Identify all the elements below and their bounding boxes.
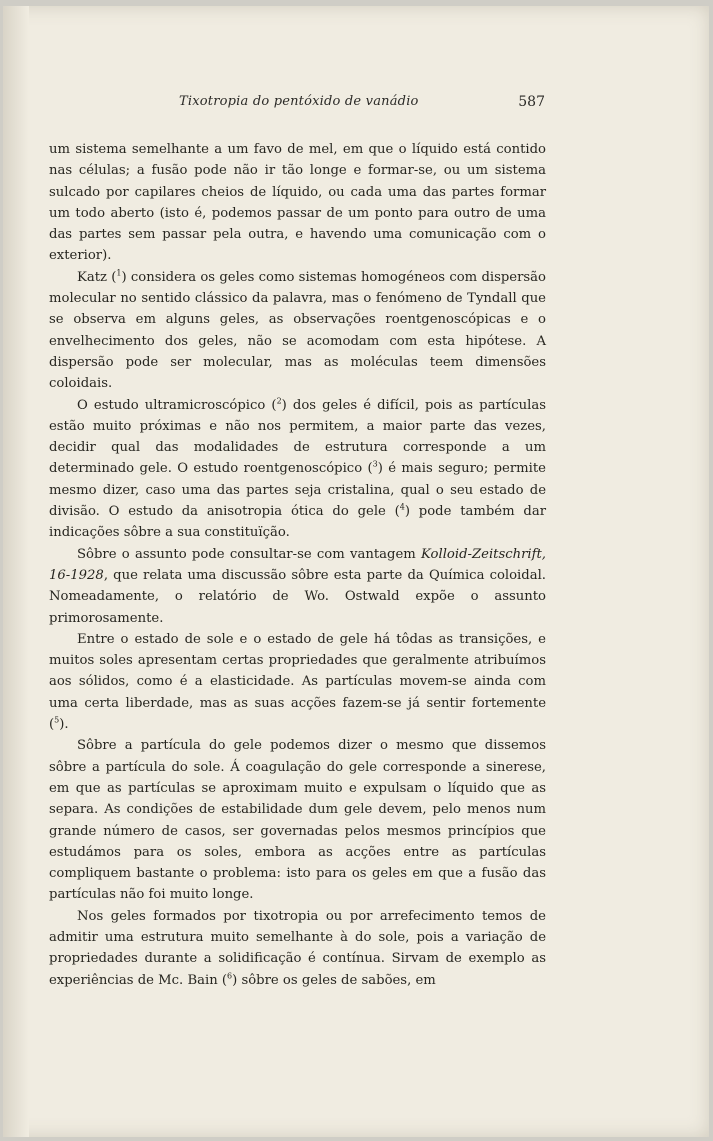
paragraph-text: Sôbre o assunto pode consultar-se com vantagem — [77, 546, 422, 562]
footnote-ref: 1 — [116, 268, 122, 278]
running-header — [45, 90, 545, 114]
emphasis-text: Kolloid-Zeitschrift, 16-1928 — [49, 546, 546, 583]
paragraph — [49, 629, 546, 735]
paragraph — [49, 735, 546, 905]
paragraph-text: Sôbre a partícula do gele podemos dizer o mesmo que dissemos sôbre a partícula do sole. Á coagulação do gele corresponde a sinerese, em que as partículas se aproximam muito e expulsam o líquido que as separa. As condições de estabilidade dum gele devem, pelo menos num grande número de casos, ser governadas pelos mesmos princípios que estudámos para os soles, embora as acções entre as partículas compliquem bastante o problema: isto para os geles em que a fusão das partículas não foi muito longe. — [49, 738, 546, 903]
footnote-ref: 5 — [54, 715, 60, 725]
page-number: 587 — [518, 94, 545, 110]
paragraph — [49, 395, 546, 544]
paragraph-text: ) dos geles é difícil, pois as partículas estão muito próximas e não nos permitem, a maior parte das vezes, decidir qual das modalidades de estrutura corresponde a um determinado gele. O estudo roentgenoscópico ( — [49, 397, 546, 477]
paragraph — [49, 267, 546, 395]
book-page — [3, 6, 709, 1137]
body-text — [49, 139, 546, 991]
footnote-ref: 6 — [227, 971, 233, 981]
paragraph-text: , que relata uma discussão sôbre esta parte da Química coloidal. Nomeadamente, o relatório de Wo. Ostwald expõe o assunto primorosamente. — [49, 567, 546, 626]
paragraph — [49, 906, 546, 991]
footnote-ref: 4 — [399, 502, 405, 512]
page-gutter-shadow — [3, 6, 29, 1137]
paragraph — [49, 544, 546, 629]
paragraph-text: ) considera os geles como sistemas homogéneos com dispersão molecular no sentido clássico da palavra, mas o fenómeno de Tyndall que se observa em alguns geles, as observações roentgenoscópicas e o envelhecimento dos geles, não se acomodam com esta hipótese. A dispersão pode ser molecular, mas as moléculas teem dimensões coloidais. — [49, 269, 546, 392]
paragraph-text: ) pode também dar indicações sôbre a sua constituïção. — [49, 504, 547, 541]
paragraph-text: um sistema semelhante a um favo de mel, em que o líquido está contido nas células; a fusão pode não ir tão longe e formar-se, ou um sistema sulcado por capilares cheios de líquido, ou cada uma das partes formar um todo aberto (isto é, podemos passar de um ponto para outro de uma das partes sem passar pela outra, e havendo uma comunicação com o exterior). — [49, 142, 546, 264]
paragraph — [49, 139, 546, 267]
running-title: Tixotropia do pentóxido de vanádio — [179, 94, 419, 109]
paragraph-text: Entre o estado de sole e o estado de gele há tôdas as transições, e muitos soles apresentam certas propriedades que geralmente atribuímos aos sólidos, como é a elasticidade. As partículas movem-se ainda com uma certa liberdade, mas as suas acções fazem-se já sentir fortemente ( — [49, 631, 546, 733]
footnote-ref: 2 — [276, 396, 282, 406]
paragraph-text: ). — [59, 717, 69, 733]
paragraph-text: Katz ( — [77, 269, 117, 285]
footnote-ref: 3 — [372, 460, 378, 470]
paragraph-text: ) é mais seguro; permite mesmo dizer, caso uma das partes seja cristalina, qual o seu estado de divisão. O estudo da anisotropia ótica do gele ( — [49, 461, 546, 520]
paragraph-text: O estudo ultramicroscópico ( — [77, 397, 277, 413]
paragraph-text: ) sôbre os geles de sabões, em — [232, 972, 436, 988]
paragraph-text: Nos geles formados por tixotropia ou por arrefecimento temos de admitir uma estrutura muito semelhante à do sole, pois a variação de propriedades durante a solidificação é contínua. Sirvam de exemplo as experiências de Mc. Bain ( — [49, 908, 546, 988]
